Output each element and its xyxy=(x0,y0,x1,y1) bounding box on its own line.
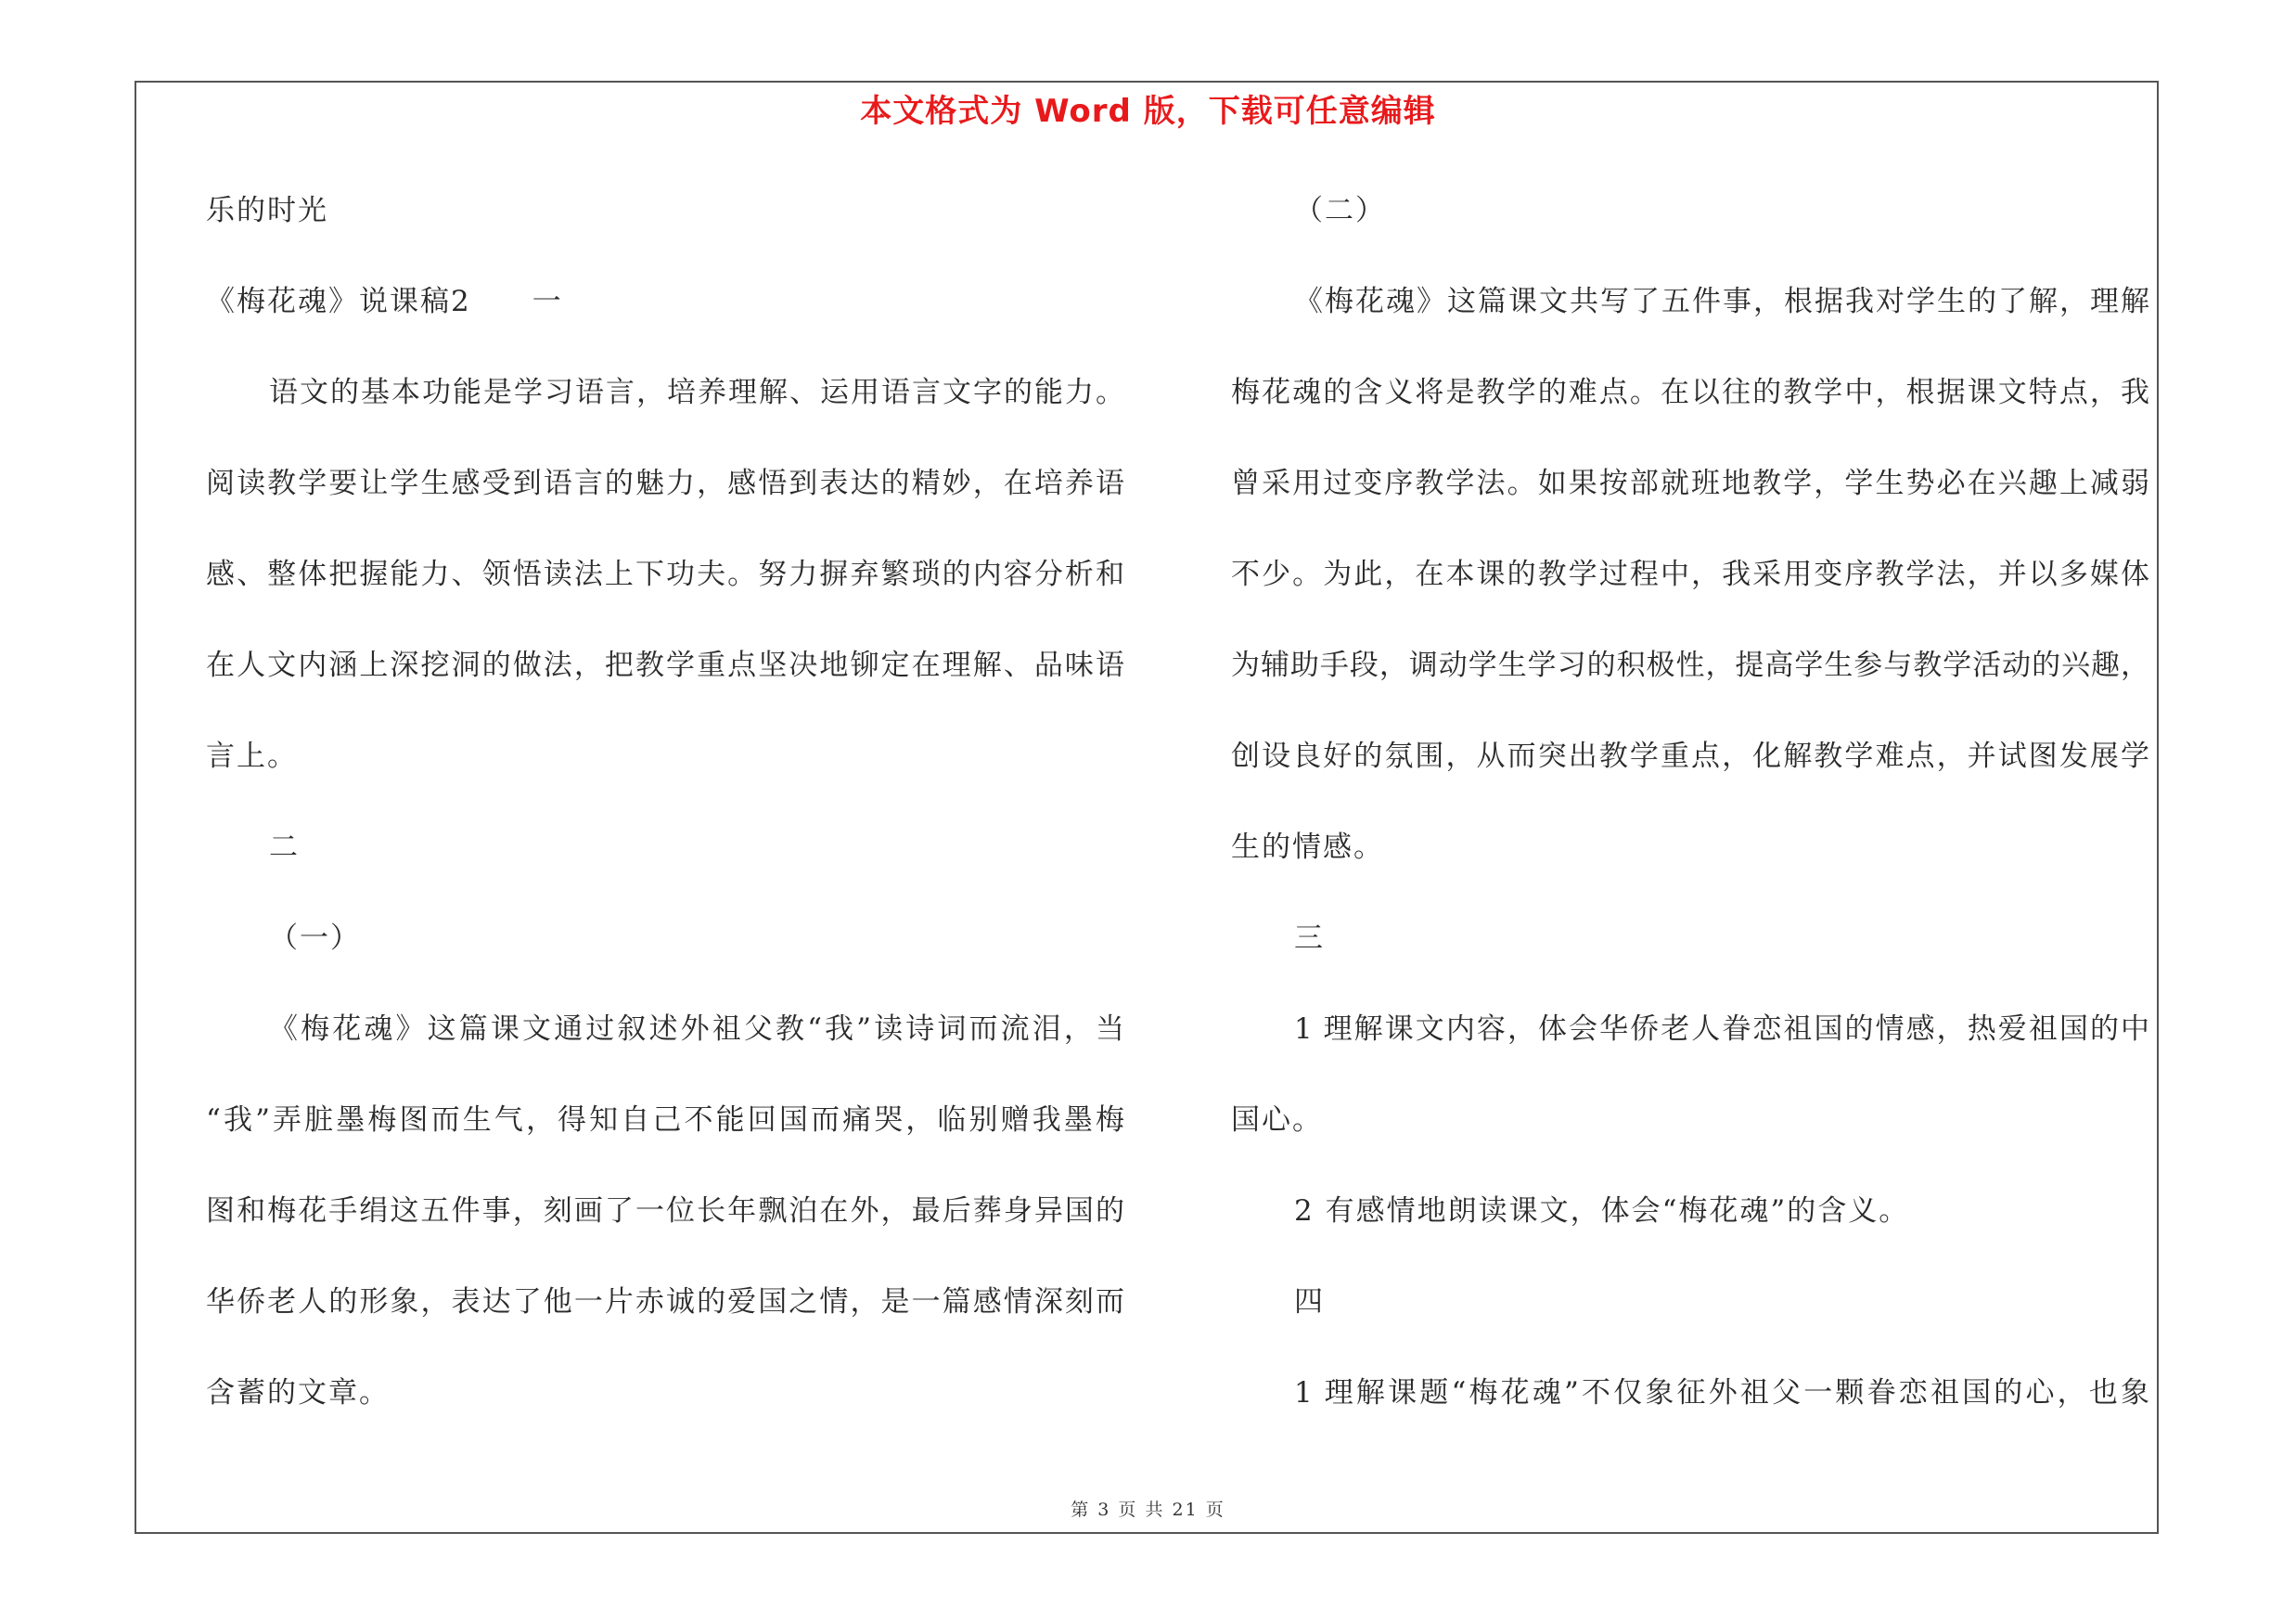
text-line: 图和梅花手绢这五件事，刻画了一位长年飘泊在外，最后葬身异国的 xyxy=(206,1194,1124,1228)
text-line: 为辅助手段，调动学生学习的积极性，提高学生参与教学活动的兴趣， xyxy=(1231,649,2149,682)
text-line: 在人文内涵上深挖洞的做法，把教学重点坚决地铆定在理解、品味语 xyxy=(206,649,1124,682)
section-heading: 四 xyxy=(1294,1285,1325,1319)
text-line: 《梅花魂》这篇课文通过叙述外祖父教“我”读诗词而流泪，当 xyxy=(269,1012,1124,1046)
text-line: 语文的基本功能是学习语言，培养理解、运用语言文字的能力。 xyxy=(269,376,1124,409)
right-column xyxy=(1231,187,2149,1461)
text-line: “我”弄脏墨梅图而生气，得知自己不能回国而痛哭，临别赠我墨梅 xyxy=(206,1103,1124,1137)
text-line: 华侨老人的形象，表达了他一片赤诚的爱国之情，是一篇感情深刻而 xyxy=(206,1285,1124,1319)
section-heading: 三 xyxy=(1294,921,1325,955)
text-line: 2 有感情地朗读课文，体会“梅花魂”的含义。 xyxy=(1294,1194,1910,1228)
text-line: 生的情感。 xyxy=(1231,831,1384,864)
text-line: 感、整体把握能力、领悟读法上下功夫。努力摒弃繁琐的内容分析和 xyxy=(206,558,1124,591)
format-banner: 本文格式为 Word 版，下载可任意编辑 xyxy=(860,93,1436,130)
text-line: 言上。 xyxy=(206,740,298,773)
text-line: 含蓄的文章。 xyxy=(206,1376,390,1410)
text-line: 1 理解课题“梅花魂”不仅象征外祖父一颗眷恋祖国的心，也象 xyxy=(1294,1376,2149,1410)
text-line: 梅花魂的含义将是教学的难点。在以往的教学中，根据课文特点，我 xyxy=(1231,376,2149,409)
section-heading: 二 xyxy=(269,831,300,864)
text-line: 曾采用过变序教学法。如果按部就班地教学，学生势必在兴趣上减弱 xyxy=(1231,467,2149,500)
text-line: 国心。 xyxy=(1231,1103,1323,1137)
text-line: 1 理解课文内容，体会华侨老人眷恋祖国的情感，热爱祖国的中 xyxy=(1294,1012,2149,1046)
text-line: 不少。为此，在本课的教学过程中，我采用变序教学法，并以多媒体 xyxy=(1231,558,2149,591)
text-line: 创设良好的氛围，从而突出教学重点，化解教学难点，并试图发展学 xyxy=(1231,740,2149,773)
text-line: 乐的时光 xyxy=(206,194,328,227)
page-number: 第 3 页 共 21 页 xyxy=(1071,1500,1225,1520)
subsection-heading: （二） xyxy=(1294,194,1386,227)
left-column xyxy=(206,187,1124,1461)
text-line: 阅读教学要让学生感受到语言的魅力，感悟到表达的精妙，在培养语 xyxy=(206,467,1124,500)
section-heading: 《梅花魂》说课稿2 一 xyxy=(206,285,563,318)
subsection-heading: （一） xyxy=(269,921,361,955)
text-line: 《梅花魂》这篇课文共写了五件事，根据我对学生的了解，理解 xyxy=(1294,285,2149,318)
